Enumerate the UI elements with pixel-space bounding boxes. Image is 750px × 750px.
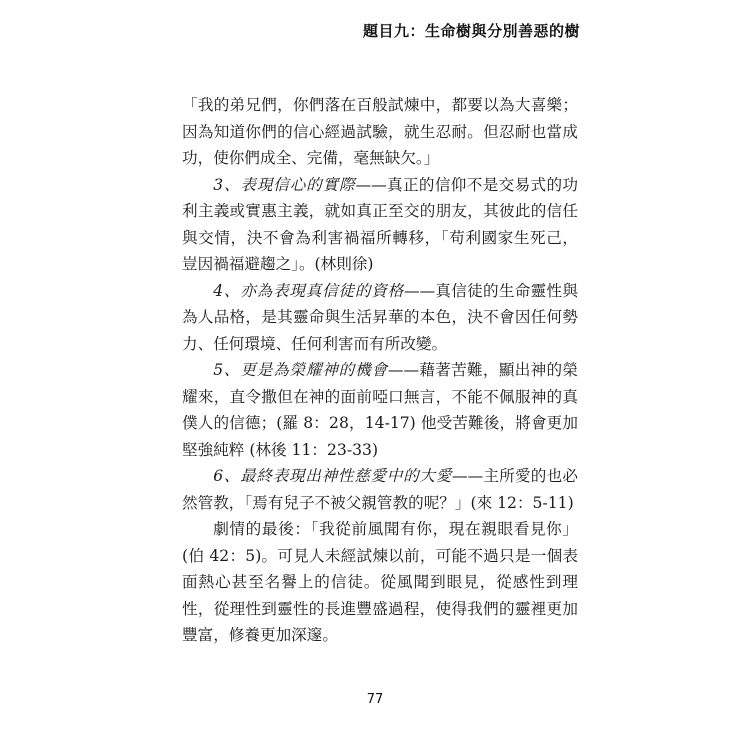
page-number: 77 [366,692,384,707]
point-heading: 3、表現信心的實際 [213,175,356,194]
paragraph-point-6 [182,463,578,516]
running-header-title: 題目九：生命樹與分別善惡的樹 [362,22,580,40]
paragraph-quote: 「我的弟兄們，你們落在百般試煉中，都要以為大喜樂；因為知道你們的信心經過試驗，就生忍耐。但忍耐也當成功，使你們成全、完備，毫無缺欠。」 [182,96,578,167]
paragraph-point-5 [182,357,578,463]
point-heading: 5、更是為榮耀神的機會 [213,361,388,379]
point-body: ——主所愛的也必然管教，「焉有兒子不被父親管教的呢？」(來 12：5-11) [182,467,578,512]
point-body: ——真信徒的生命靈性與為人品格，是其靈命與生活昇華的本色，決不會因任何勢力、任何環境、任何利害而有所改變。 [182,281,578,353]
point-heading: 6、最終表現出神性慈愛中的大愛 [213,467,453,485]
point-heading: 4、亦為表現真信徒的資格 [213,281,404,300]
paragraph-conclusion: 劇情的最後：「我從前風聞有你，現在親眼看見你」(伯 42：5)。可見人未經試煉以前，可能不過只是一個表面熱心甚至名譽上的信徒。從風聞到眼見，從感性到理性，從理性到靈性的長進豐盛過程，使得我們的靈裡更加豐富，修養更加深邃。 [182,520,578,644]
point-body: ——藉著苦難，顯出神的榮耀來，直令撒但在神的面前啞口無言，不能不佩服神的真僕人的信德；(羅 8：28，14-17) 他受苦難後，將會更加堅強純粹 (林後 11：23-33) [182,361,578,459]
paragraph-point-4 [182,278,578,358]
point-body: ——真正的信仰不是交易式的功利主義或實惠主義，就如真正至交的朋友，其彼此的信任與交情，決不會為利害禍福所轉移，「苟利國家生死己，豈因禍福避趨之」。(林則徐) [182,175,578,273]
body-text [182,92,578,649]
paragraph-point-3 [182,172,578,278]
